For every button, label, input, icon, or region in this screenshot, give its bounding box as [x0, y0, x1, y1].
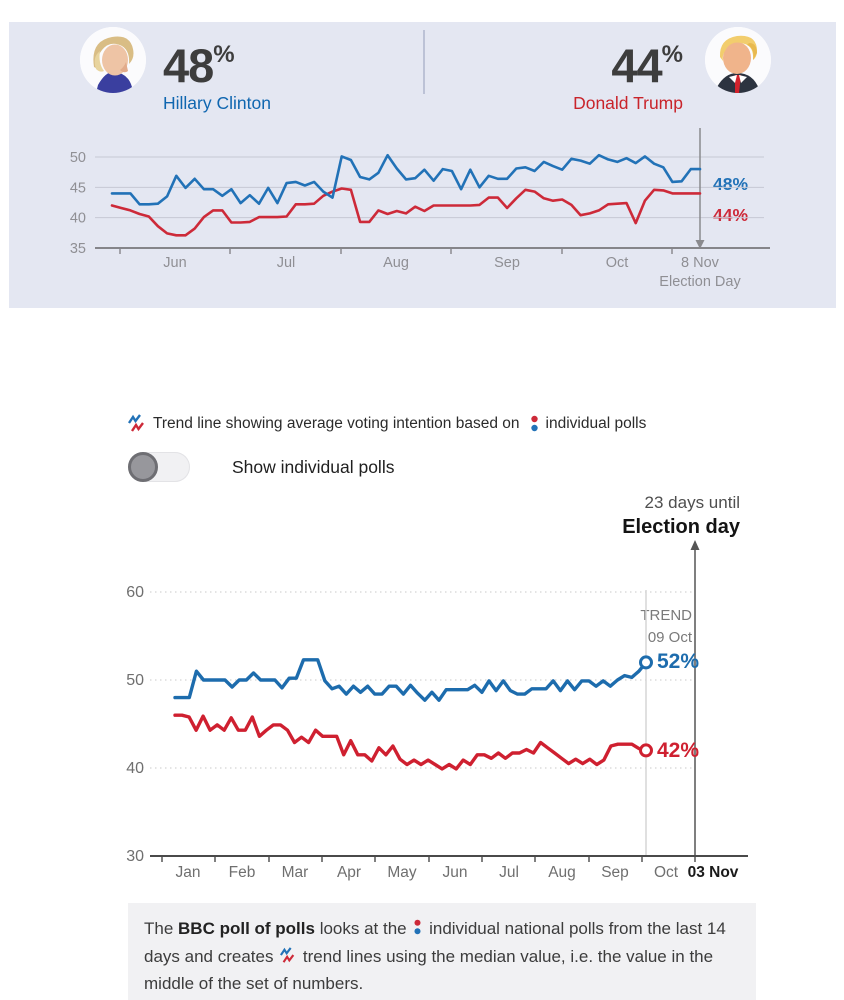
trump-name: Donald Trump	[573, 93, 683, 113]
clinton-percent-sign: %	[213, 41, 235, 68]
svg-text:8 Nov: 8 Nov	[681, 255, 719, 271]
trump-percent-value: 44	[611, 39, 662, 92]
legend-text-before: Trend line showing average voting intention based on	[153, 414, 520, 432]
svg-text:Oct: Oct	[653, 864, 679, 881]
header-divider	[423, 30, 425, 94]
svg-text:Oct: Oct	[605, 255, 629, 271]
footer-text-4: trend lines using the median value, i.e. the value in the middle of the set of numbers.	[144, 946, 714, 994]
clinton-line-end-label: 48%	[713, 174, 749, 194]
svg-text:03 Nov: 03 Nov	[687, 864, 739, 881]
toggle-row	[128, 452, 394, 482]
svg-text:50: 50	[126, 672, 144, 689]
blue-trend-end-label: 52%	[657, 650, 700, 673]
clinton-avatar	[80, 27, 146, 93]
svg-text:Sep: Sep	[494, 255, 520, 271]
legend-text-after: individual polls	[545, 414, 647, 432]
trend-lines-icon	[280, 947, 296, 964]
svg-text:35: 35	[69, 241, 86, 257]
svg-text:Mar: Mar	[281, 864, 309, 881]
trump-portrait-icon	[705, 27, 771, 93]
poll-of-polls-chart	[0, 528, 844, 908]
poll-chart-2016	[0, 110, 844, 310]
methodology-note	[128, 903, 756, 1000]
footer-text-3: individual national polls from the last 14 days and creates	[144, 919, 726, 966]
countdown-days: 23 days until	[644, 493, 740, 512]
trump-percent-sign: %	[661, 41, 683, 68]
svg-text:Jun: Jun	[442, 864, 468, 881]
trend-label: TREND	[640, 607, 692, 624]
svg-text:30: 30	[126, 848, 144, 865]
trend-lines-icon	[128, 414, 146, 433]
red-trend-end-label: 42%	[657, 739, 700, 762]
individual-polls-dots-icon	[413, 919, 422, 936]
trump-line-end-label: 44%	[713, 205, 749, 225]
svg-text:Sep: Sep	[601, 864, 629, 881]
footer-text-1: The	[144, 919, 179, 938]
svg-text:Election Day: Election Day	[659, 274, 741, 290]
clinton-portrait-icon	[80, 27, 146, 93]
toggle-label: Show individual polls	[232, 456, 395, 477]
countdown-election-day: Election day	[622, 516, 740, 538]
show-individual-polls-toggle[interactable]	[128, 452, 190, 482]
footer-text-2: looks at the	[314, 919, 412, 938]
svg-text:Feb: Feb	[228, 864, 256, 881]
clinton-name: Hillary Clinton	[163, 93, 271, 113]
clinton-percentage	[163, 30, 271, 91]
svg-text:Aug: Aug	[383, 255, 409, 271]
svg-text:Jul: Jul	[276, 255, 296, 271]
svg-text:60: 60	[126, 584, 144, 601]
trump-percentage	[573, 30, 683, 91]
trump-summary	[573, 30, 683, 114]
svg-text:40: 40	[126, 760, 144, 777]
svg-text:Jan: Jan	[175, 864, 201, 881]
clinton-percent-value: 48	[163, 39, 214, 92]
svg-text:Jun: Jun	[163, 255, 187, 271]
legend-row	[128, 414, 646, 433]
svg-text:40: 40	[69, 210, 86, 227]
svg-text:Jul: Jul	[499, 864, 519, 881]
svg-text:45: 45	[69, 180, 86, 197]
individual-polls-dots-icon	[530, 415, 539, 433]
clinton-summary	[163, 30, 271, 114]
svg-text:May: May	[387, 864, 417, 881]
toggle-knob[interactable]	[128, 452, 158, 482]
svg-text:Aug: Aug	[548, 864, 576, 881]
svg-text:Apr: Apr	[336, 864, 362, 881]
trump-avatar	[705, 27, 771, 93]
footer-bold-bbc-poll-of-polls: BBC poll of polls	[178, 919, 315, 938]
trend-date: 09 Oct	[647, 629, 692, 646]
svg-text:50: 50	[69, 149, 86, 166]
